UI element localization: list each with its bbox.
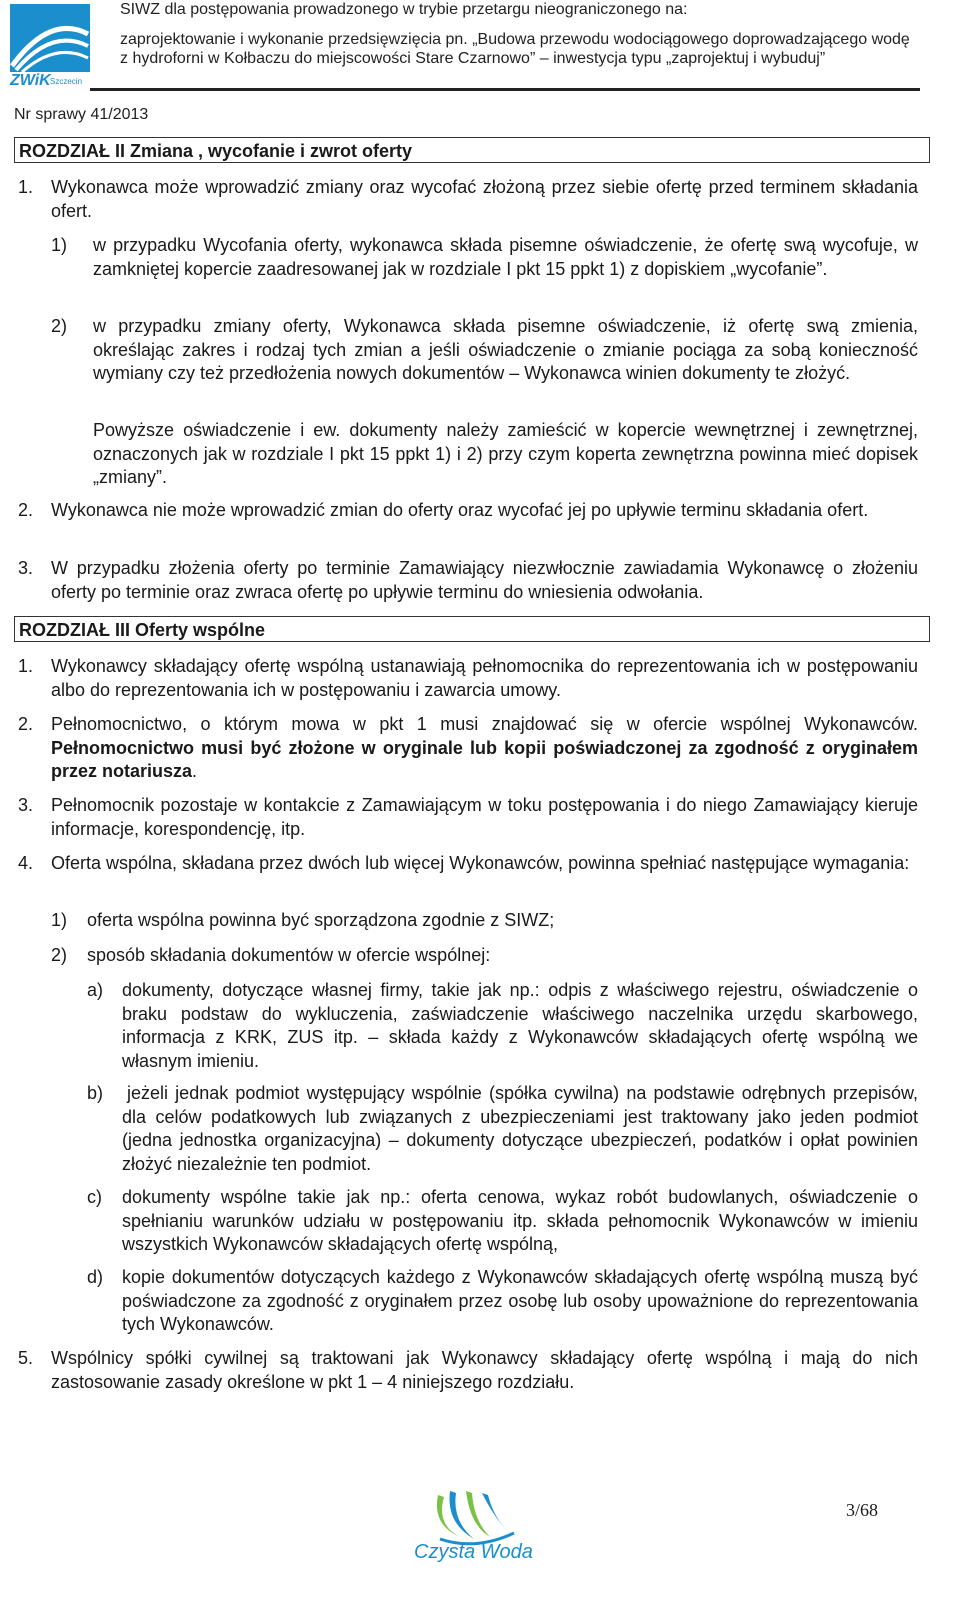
s3-item-1-text: Wykonawcy składający ofertę wspólną ustanawiają pełnomocnika do reprezentowania ich w postępowaniu albo do reprezentowania ich w postępowaniu i zawarcia umowy.: [51, 656, 918, 700]
s3-sub-1-text: oferta wspólna powinna być sporządzona zgodnie z SIWZ;: [87, 910, 555, 930]
s2-item-1-text: Wykonawca może wprowadzić zmiany oraz wycofać złożoną przez siebie ofertę przed terminem składania ofert.: [51, 177, 918, 221]
s3-letter-b-text: jeżeli jednak podmiot występujący wspólnie (spółka cywilna) na podstawie odrębnych przepisów, dla celów podatkowych lub związanych z ubezpieczeniami jest traktowany jako jeden podmiot (jedna jednostka organizacyjna) – dokumenty dotyczące ubezpieczeń, podatków i opłat powinien złożyć niezależnie ten podmiot.: [122, 1083, 918, 1174]
s3-letter-a-text: dokumenty, dotyczące własnej firmy, takie jak np.: odpis z właściwego rejestru, oświadczenie o braku podstaw do wykluczenia, zaświadczenie właściwego naczelnika urzędu skarbowego, informacja z KRK, ZUS itp. – składa każdy z Wykonawców składających ofertę wspólną we własnym imieniu.: [122, 980, 918, 1071]
s2-sub-2-text: w przypadku zmiany oferty, Wykonawca składa pisemne oświadczenie, iż ofertę swą zmienia, określając zakres i rodzaj tych zmian a jeśli oświadczenie o zmianie pociąga za sobą konieczność wymiany czy też przedłożenia nowych dokumentów – Wykonawca winien dokumenty te złożyć.: [93, 316, 918, 383]
header-rule: [90, 88, 920, 91]
section-2-heading: ROZDZIAŁ II Zmiana , wycofanie i zwrot oferty: [14, 137, 930, 163]
s2-item-2-number: 2.: [18, 500, 34, 520]
s2-sub-2-number: 2): [51, 316, 68, 336]
s3-letter-d: d): [87, 1267, 104, 1287]
s2-item-3-number: 3.: [18, 558, 34, 578]
s3-letter-c: c): [87, 1187, 102, 1207]
s2-sub-1-number: 1): [51, 235, 68, 255]
s3-item-3-text: Pełnomocnik pozostaje w kontakcie z Zamawiającym w toku postępowania i do niego Zamawiający kieruje informacje, korespondencję, itp.: [51, 795, 918, 839]
czysta-woda-logo: [410, 1485, 540, 1565]
s2-item-1-number: 1.: [18, 177, 34, 197]
water-drop-logo-icon: [410, 1485, 540, 1547]
s3-item-4-text: Oferta wspólna, składana przez dwóch lub więcej Wykonawców, powinna spełniać następujące wymagania:: [51, 853, 910, 873]
header-line-2: zaprojektowanie i wykonanie przedsięwzięcia pn. „Budowa przewodu wodociągowego doprowadzającego wodę: [120, 31, 910, 48]
s3-letter-d-text: kopie dokumentów dotyczących każdego z Wykonawców składających ofertę wspólną muszą być poświadczone za zgodność z oryginałem przez osobę lub osoby upoważnione do reprezentowania tych Wykonawców.: [122, 1267, 918, 1334]
s3-sub-1-number: 1): [51, 910, 68, 930]
s3-item-5-number: 5.: [18, 1348, 34, 1368]
s3-item-2-number: 2.: [18, 714, 34, 734]
s3-sub-2-number: 2): [51, 945, 68, 965]
zwik-logo-subtext: Szczecin: [50, 77, 83, 86]
s3-item-2-bold: Pełnomocnictwo musi być złożone w oryginale lub kopii poświadczonej za zgodność z oryginałem przez notariusza: [51, 737, 918, 781]
page-number: 3/68: [846, 1500, 879, 1520]
s3-item-3-number: 3.: [18, 795, 34, 815]
s2-sub-1-text: w przypadku Wycofania oferty, wykonawca składa pisemne oświadczenie, że ofertę swą wycofuje, w zamkniętej kopercie zaadresowanej jak w rozdziale I pkt 15 ppkt 1) z dopiskiem „wycofanie”.: [93, 235, 918, 279]
s2-item-2-text: Wykonawca nie może wprowadzić zmian do oferty oraz wycofać jej po upływie terminu składania ofert.: [51, 500, 869, 520]
zwik-logo-text: ZWiK: [10, 72, 51, 89]
zwik-logo: [10, 4, 90, 90]
s3-item-2-plain: Pełnomocnictwo, o którym mowa w pkt 1 musi znajdować się w ofercie wspólnej Wykonawców.: [51, 714, 918, 734]
s3-letter-c-text: dokumenty wspólne takie jak np.: oferta cenowa, wykaz robót budowlanych, oświadczenie o spełnianiu warunków udziału w postępowaniu itp. składa pełnomocnik Wykonawców w imieniu wszystkich Wykonawców składających ofertę wspólną,: [122, 1187, 918, 1254]
s2-note-text: Powyższe oświadczenie i ew. dokumenty należy zamieścić w kopercie wewnętrznej i zewnętrznej, oznaczonych jak w rozdziale I pkt 15 ppkt 1) i 2) przy czym koperta zewnętrzna powinna mieć dopisek „zmiany”.: [93, 420, 918, 487]
s3-letter-b: b): [87, 1083, 104, 1103]
s3-item-2-end: .: [192, 761, 198, 781]
s3-letter-a: a): [87, 980, 104, 1000]
s3-item-5-text: Wspólnicy spółki cywilnej są traktowani jak Wykonawcy składający ofertę wspólną i mają do nich zastosowanie zasady określone w pkt 1 – 4 niniejszego rozdziału.: [51, 1348, 918, 1392]
case-number: Nr sprawy 41/2013: [14, 106, 149, 123]
s3-sub-2-text: sposób składania dokumentów w ofercie wspólnej:: [87, 945, 491, 965]
section-3-heading: ROZDZIAŁ III Oferty wspólne: [14, 616, 930, 642]
s3-item-4-number: 4.: [18, 853, 34, 873]
s3-item-2-text: [51, 713, 918, 784]
czysta-woda-text: Czysta Woda: [414, 1541, 533, 1563]
header-line-3: z hydroforni w Kołbaczu do miejscowości Stare Czarnowo” – inwestycja typu „zaprojektuj i wybuduj”: [120, 50, 826, 67]
s2-item-3-text: W przypadku złożenia oferty po terminie Zamawiający niezwłocznie zawiadamia Wykonawcę o złożeniu oferty po terminie oraz zwraca ofertę po upływie terminu do wniesienia odwołania.: [51, 558, 918, 602]
s3-item-1-number: 1.: [18, 656, 34, 676]
header-line-1: SIWZ dla postępowania prowadzonego w trybie przetargu nieograniczonego na:: [120, 1, 688, 18]
